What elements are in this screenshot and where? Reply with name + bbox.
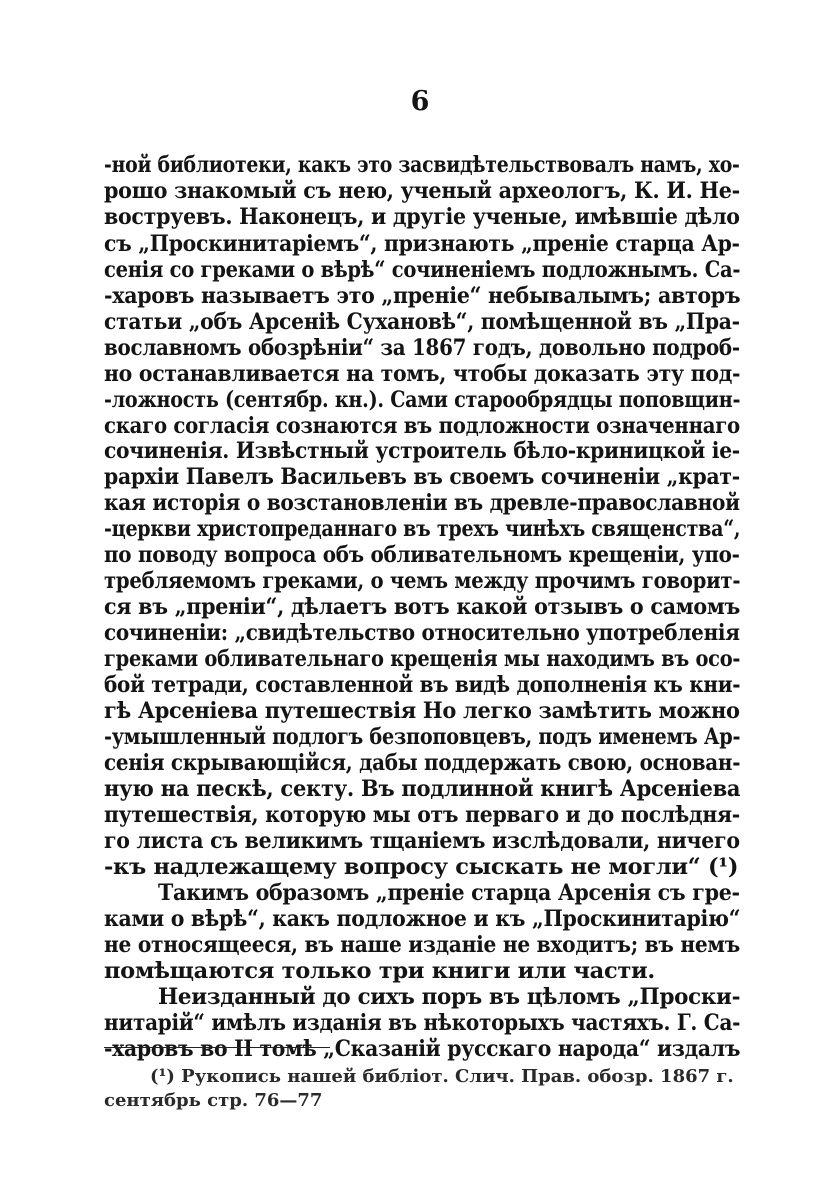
text-line-content: не относящееся, въ наше изданіе не входитъ; въ немъ [104, 932, 740, 958]
text-line-content: гѣ Арсеніева путешествія Но легко замѣтить можно [104, 698, 740, 724]
text-line-content: греками обливательнаго крещенія мы находимъ въ осо- [104, 646, 741, 672]
footnote-separator [104, 1047, 330, 1048]
text-line-content: Такимъ образомъ „преніе старца Арсенія съ гре- [158, 880, 740, 906]
text-line-content: скаго согласія сознаются въ подложности означеннаго [104, 413, 740, 439]
footnote-line: сентябрь стр. 76—77 [104, 1090, 323, 1111]
text-line-content: рошо знакомый съ нею, ученый археологъ, К. И. Не- [104, 178, 740, 204]
text-line-content: бой тетради, составленной въ видѣ дополненія къ кни- [104, 672, 741, 698]
text-line-content: воструевъ. Наконецъ, и другіе ученые, имѣвшіе дѣло [104, 204, 740, 230]
text-line-content: Неизданный до сихъ поръ въ цѣломъ „Проски- [158, 984, 741, 1010]
text-line-content: -харовъ называетъ это „преніе“ небывалымъ; авторъ [104, 283, 741, 309]
text-line-content: ную на пескѣ, секту. Въ подлинной книгѣ Арсеніева [104, 776, 741, 802]
text-line-content: кая исторія о возстановленіи въ древле-православной [104, 490, 740, 516]
text-line-content: вославномъ обозрѣніи“ за 1867 годъ, довольно подроб- [104, 335, 740, 361]
text-line-content: помѣщаются только три книги или части. [104, 958, 655, 984]
text-line-content: нитарій“ имѣлъ изданія въ нѣкоторыхъ частяхъ. Г. Са- [104, 1010, 741, 1036]
text-line-content: сенія скрывающійся, дабы поддержать свою, основан- [104, 750, 741, 776]
text-line-content: ками о вѣрѣ“, какъ подложное и къ „Проскинитарію“ [104, 906, 741, 932]
text-line-content: -церкви христопреданнаго въ трехъ чинѣхъ священства“, [104, 516, 741, 542]
text-line-content: требляемомъ греками, о чемъ между прочимъ говорит- [104, 568, 741, 594]
text-line-content: -харовъ во II томѣ „Сказаній русскаго народа“ издалъ [104, 1036, 741, 1062]
text-line-content: по поводу вопроса объ обливательномъ крещеніи, упо- [104, 542, 740, 568]
text-line-content: -ной библиотеки, какъ это засвидѣтельствовалъ намъ, хо- [104, 152, 740, 178]
text-line-content: ся въ „преніи“, дѣлаетъ вотъ какой отзывъ о самомъ [104, 594, 741, 620]
footnote-line: (¹) Рукопись нашей библіот. Слич. Прав. обозр. 1867 г. [150, 1066, 734, 1087]
text-line-content: съ „Проскинитаріемъ“, признають „преніе старца Ар- [104, 231, 740, 257]
text-line-content: -умышленный подлогъ безпоповцевъ, подъ именемъ Ар- [104, 724, 741, 750]
text-line-content: -ложность (сентябр. кн.). Сами старообрядцы поповщин- [104, 387, 741, 413]
text-line-content: путешествія, которую мы отъ перваго и до послѣдня- [104, 802, 740, 828]
text-line-content: рархіи Павелъ Васильевъ въ своемъ сочиненіи „крат- [104, 464, 740, 490]
text-line-content: -къ надлежащему вопросу сыскать не могли“ (¹) [104, 854, 739, 880]
text-line-content: статьи „объ Арсеніѣ Сухановѣ“, помѣщенной въ „Пра- [104, 309, 740, 335]
text-line-content: сочиненія. Извѣстный устроитель бѣло-криницкой іе- [104, 438, 740, 464]
page-number: 6 [410, 86, 430, 117]
text-line-content: го листа съ великимъ тщаніемъ изслѣдовали, ничего [104, 828, 740, 854]
text-line-content: сенія со греками о вѣрѣ“ сочиненіемъ подложнымъ. Са- [104, 257, 741, 283]
text-line-content: но останавливается на томъ, чтобы доказать эту под- [104, 361, 741, 387]
text-line-content: сочиненіи: „свидѣтельство относительно употребленія [104, 620, 740, 646]
